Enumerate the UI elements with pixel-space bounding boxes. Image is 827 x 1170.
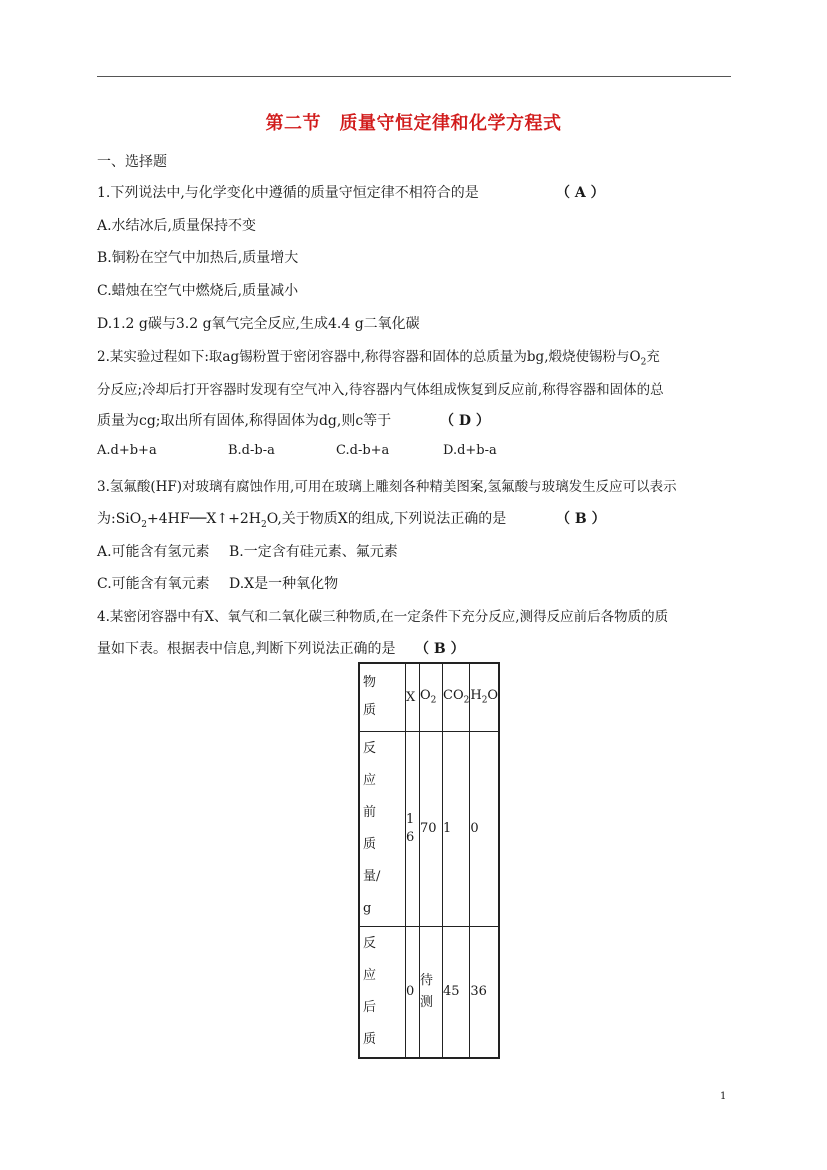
q3-line-2: 为$:SiO_2+4HF──X↑+2H_2O$,关于物质X的组成,下列说法正确的是 [97,511,507,530]
mass-table [358,662,500,1059]
q2-option-b: B.d-b-a [228,443,275,458]
q1-option-d: D.1.2 g碳与3.2 g氧气完全反应,生成4.4 g二氧化碳 [97,316,420,332]
q2-line-1: 2.某实验过程如下:取ag锡粉置于密闭容器中,称得容器和固体的总质量为bg,煅烧使锡粉与$O_2$充 [97,349,660,368]
q2-option-d: D.d+b-a [443,443,497,458]
q2-option-c: C.d-b+a [336,443,390,458]
row-before-label: 反应前质量/g [359,731,406,926]
row-after-x: 0 [406,926,420,1058]
row-after-label: 反应后质 [359,926,406,1058]
q2-option-a: A.d+b+a [97,443,157,458]
row-before-o2: 70 [420,731,443,926]
header-cell-x: X [406,663,420,731]
q3-answer: （ B ） [556,511,606,527]
row-after-h2o: 36 [470,926,499,1058]
q1-option-a: A.水结冰后,质量保持不变 [97,218,257,234]
q3-option-d: D.X是一种氧化物 [229,576,339,592]
q3-option-c: C.可能含有氧元素 [97,576,210,592]
q2-answer: （ D ） [440,413,490,429]
q1-answer: （ A ） [556,185,605,201]
header-cell-co2: $CO_2$ [443,663,470,731]
q4-line-2: 量如下表。根据表中信息,判断下列说法正确的是 [97,641,396,657]
q3-option-b: B.一定含有硅元素、氟元素 [229,544,398,560]
row-before-x: 16 [406,731,420,926]
header-cell-substance: 物质 [359,663,406,731]
header-rule [97,76,731,77]
q3-line-1: 3.氢氟酸(HF)对玻璃有腐蚀作用,可用在玻璃上雕刻各种精美图案,氢氟酸与玻璃发生反应可以表示 [97,479,677,495]
page-number: 1 [720,1091,727,1102]
q4-answer: （ B ） [415,641,465,657]
row-after-co2: 45 [443,926,470,1058]
row-after-o2: 待测 [420,926,443,1058]
q1-option-c: C.蜡烛在空气中燃烧后,质量减小 [97,283,299,299]
page-title: 第二节 质量守恒定律和化学方程式 [265,113,562,134]
row-before-co2: 1 [443,731,470,926]
row-before-h2o: 0 [470,731,499,926]
q4-line-1: 4.某密闭容器中有X、氧气和二氧化碳三种物质,在一定条件下充分反应,测得反应前后各物质的质 [97,609,669,625]
section-heading: 一、选择题 [97,154,167,170]
q1-stem: 1.下列说法中,与化学变化中遵循的质量守恒定律不相符合的是 [97,185,479,201]
table-row-before [359,731,499,926]
q1-option-b: B.铜粉在空气中加热后,质量增大 [97,250,299,266]
header-cell-h2o: $H_2O$ [470,663,499,731]
table-row-after [359,926,499,1058]
header-cell-o2: $O_2$ [420,663,443,731]
q2-line-3: 质量为cg;取出所有固体,称得固体为dg,则c等于 [97,413,392,429]
q2-line-2: 分反应;冷却后打开容器时发现有空气冲入,待容器内气体组成恢复到反应前,称得容器和固体的总 [97,382,664,398]
table-header-row [359,663,499,731]
q3-option-a: A.可能含有氢元素 [97,544,210,560]
